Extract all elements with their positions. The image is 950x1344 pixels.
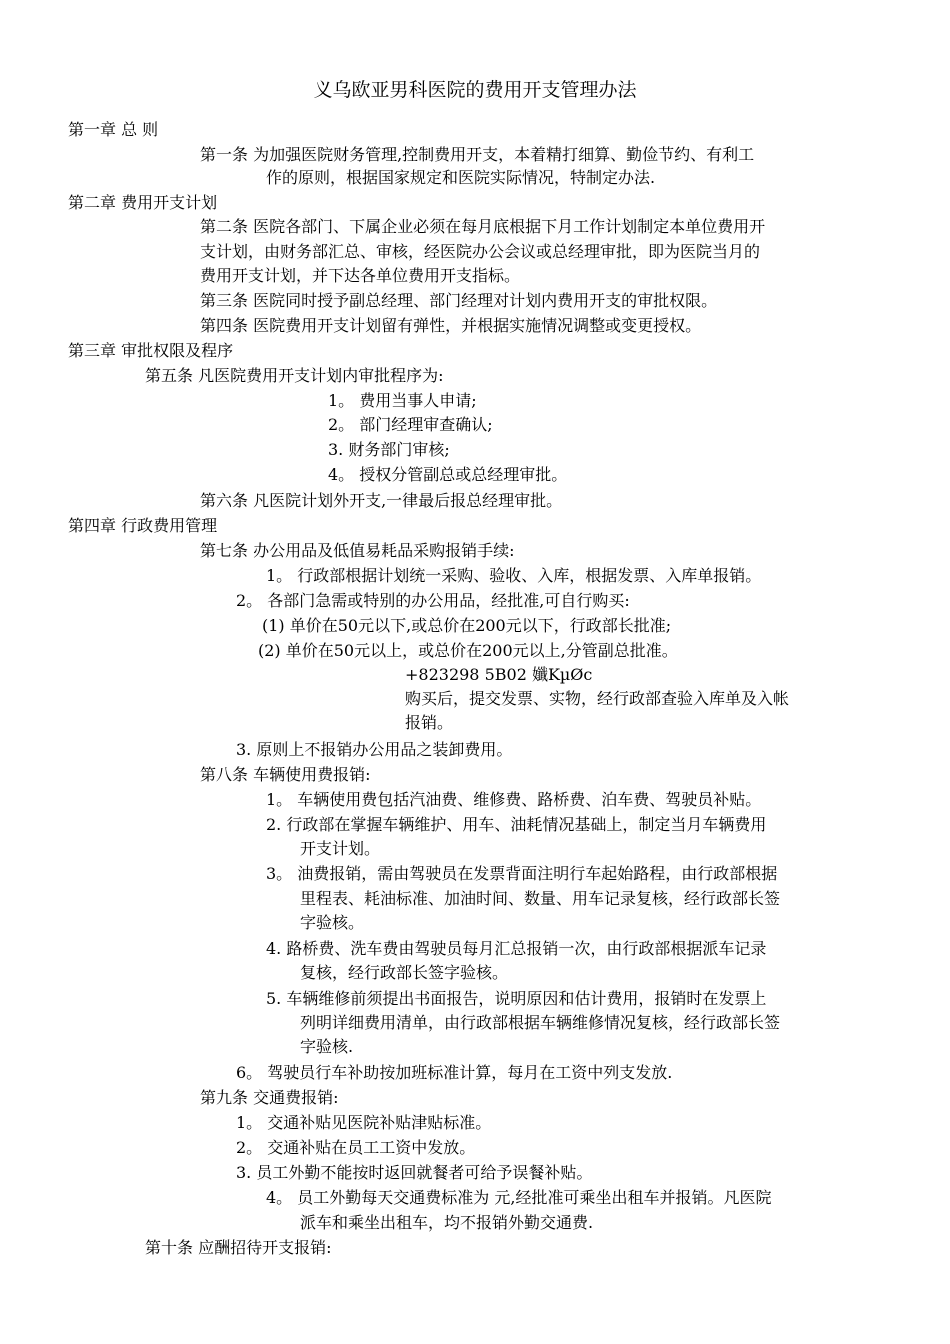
list-item-continuation: 派车和乘坐出租车，均不报销外勤交通费. — [300, 1213, 594, 1232]
sub-list-item: (2) 单价在50元以上，或总价在200元以上,分管副总批准。 — [258, 641, 678, 660]
article-line: 第五条 凡医院费用开支计划内审批程序为: — [145, 366, 444, 385]
list-item: 3. 财务部门审核; — [328, 440, 450, 459]
list-item: 1。 费用当事人申请; — [328, 391, 477, 410]
chapter-heading: 第一章 总 则 — [68, 120, 159, 139]
list-item: 4. 路桥费、洗车费由驾驶员每月汇总报销一次，由行政部根据派车记录 — [266, 939, 767, 958]
article-line: 第四条 医院费用开支计划留有弹性，并根据实施情况调整或变更授权。 — [200, 316, 702, 335]
list-item: 3. 员工外勤不能按时返回就餐者可给予误餐补贴。 — [236, 1163, 593, 1182]
article-line: 支计划，由财务部汇总、审核，经医院办公会议或总经理审批，即为医院当月的 — [200, 242, 761, 261]
article-line: 第六条 凡医院计划外开支,一律最后报总经理审批。 — [200, 491, 563, 510]
list-item: 4。 授权分管副总或总经理审批。 — [328, 465, 568, 484]
chapter-heading: 第四章 行政费用管理 — [68, 516, 218, 535]
article-line: 第七条 办公用品及低值易耗品采购报销手续: — [200, 541, 515, 560]
list-item-continuation: 列明详细费用清单，由行政部根据车辆维修情况复核，经行政部长签 — [300, 1013, 781, 1032]
article-line: 第十条 应酬招待开支报销: — [145, 1238, 332, 1257]
list-item: 3. 原则上不报销办公用品之装卸费用。 — [236, 740, 513, 759]
article-line: 购买后，提交发票、实物，经行政部查验入库单及入帐 — [405, 689, 790, 708]
list-item: 6。 驾驶员行车补助按加班标准计算，每月在工资中列支发放. — [236, 1063, 673, 1082]
sub-list-item: (1) 单价在50元以下,或总价在200元以下，行政部长批准; — [262, 616, 672, 635]
list-item: 1。 交通补贴见医院补贴津贴标准。 — [236, 1113, 492, 1132]
article-line: 费用开支计划，并下达各单位费用开支指标。 — [200, 266, 521, 285]
chapter-heading: 第三章 审批权限及程序 — [68, 341, 234, 360]
list-item: 4。 员工外勤每天交通费标准为 元,经批准可乘坐出租车并报销。凡医院 — [266, 1188, 772, 1207]
list-item: 5. 车辆维修前须提出书面报告，说明原因和估计费用，报销时在发票上 — [266, 989, 767, 1008]
article-line: 第一条 为加强医院财务管理,控制费用开支，本着精打细算、勤俭节约、有利工 — [200, 145, 755, 164]
article-line: 第九条 交通费报销: — [200, 1088, 339, 1107]
list-item-continuation: 字验核. — [300, 1037, 354, 1056]
list-item-continuation: 字验核。 — [300, 913, 365, 932]
chapter-heading: 第二章 费用开支计划 — [68, 193, 218, 212]
list-item: 2。 部门经理审查确认; — [328, 415, 493, 434]
list-item: 2。 各部门急需或特别的办公用品，经批准,可自行购买: — [236, 591, 630, 610]
article-line: 第二条 医院各部门、下属企业必须在每月底根据下月工作计划制定本单位费用开 — [200, 217, 766, 236]
list-item-continuation: 复核，经行政部长签字验核。 — [300, 963, 509, 982]
article-line: 第八条 车辆使用费报销: — [200, 765, 371, 784]
article-line: 报销。 — [405, 713, 454, 732]
list-item: 1。 行政部根据计划统一采购、验收、入库，根据发票、入库单报销。 — [266, 566, 762, 585]
list-item-continuation: 开支计划。 — [300, 839, 381, 858]
document-title: 义乌欧亚男科医院的费用开支管理办法 — [313, 79, 637, 101]
article-line: 第三条 医院同时授予副总经理、部门经理对计划内费用开支的审批权限。 — [200, 291, 718, 310]
article-line: 作的原则，根据国家规定和医院实际情况，特制定办法. — [266, 168, 656, 187]
list-item: 2. 行政部在掌握车辆维护、用车、油耗情况基础上，制定当月车辆费用 — [266, 815, 767, 834]
list-item: 3。 油费报销，需由驾驶员在发票背面注明行车起始路程，由行政部根据 — [266, 864, 778, 883]
garbled-line: +823298 5B02 孅KµØc — [405, 665, 593, 684]
list-item: 1。 车辆使用费包括汽油费、维修费、路桥费、泊车费、驾驶员补贴。 — [266, 790, 762, 809]
list-item-continuation: 里程表、耗油标准、加油时间、数量、用车记录复核，经行政部长签 — [300, 889, 781, 908]
list-item: 2。 交通补贴在员工工资中发放。 — [236, 1138, 476, 1157]
